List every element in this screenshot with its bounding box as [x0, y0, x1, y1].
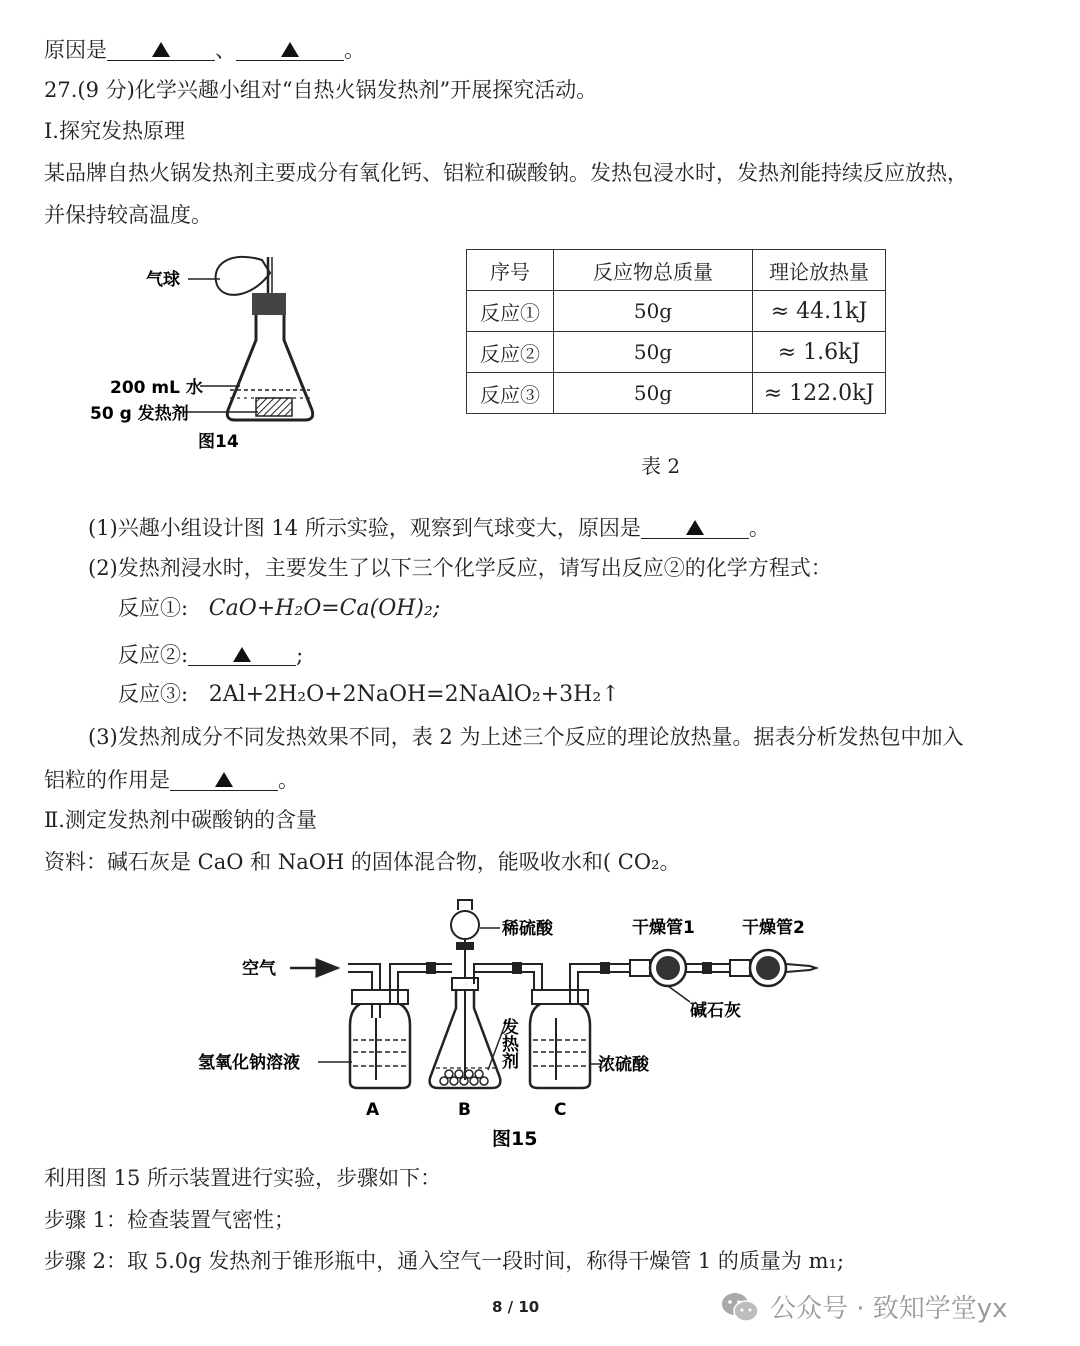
connector [426, 962, 436, 974]
reason-line [44, 38, 365, 61]
reaction-2 [118, 643, 303, 666]
period: 。 [278, 768, 299, 792]
header-cell: 序号 [467, 250, 554, 291]
label-b: B [458, 1100, 471, 1120]
naoh-solution-label: 氢氧化钠溶液 [198, 1053, 300, 1073]
bottle-c-cap [532, 990, 588, 1004]
balloon-shape [216, 257, 270, 295]
page-number: 8 / 10 [492, 1298, 540, 1316]
reaction-3 [118, 684, 620, 706]
table-cell: ≈ 44.1kJ [753, 291, 886, 332]
soda-lime-fill [756, 956, 780, 980]
agent-label: 50 g 发热剂 [90, 404, 189, 424]
table-cell: 反应① [467, 291, 554, 332]
table-cell: 50g [554, 332, 753, 373]
separator: 、 [215, 38, 236, 62]
question-1-text: (1)兴趣小组设计图 14 所示实验，观察到气球变大，原因是 [88, 516, 641, 540]
triangle-icon [281, 42, 299, 57]
table-cell: 50g [554, 291, 753, 332]
table-row [467, 291, 886, 332]
header-cell: 反应物总质量 [554, 250, 753, 291]
heating-agent-label: 发热剂 [498, 1018, 518, 1069]
reaction-2-label: 反应②: [118, 643, 189, 667]
triangle-icon [215, 772, 233, 787]
air-label: 空气 [242, 959, 276, 979]
connector [512, 962, 522, 974]
conc-acid-label: 浓硫酸 [598, 1055, 649, 1075]
triangle-icon [152, 42, 170, 57]
label-a: A [366, 1100, 380, 1120]
outlet [786, 964, 816, 972]
heating-agent-block [256, 398, 292, 416]
wechat-icon [720, 1291, 760, 1323]
table-header-row [467, 250, 886, 291]
part-2-heading: Ⅱ.测定发热剂中碳酸钠的含量 [44, 808, 317, 832]
procedure-intro: 利用图 15 所示装置进行实验，步骤如下： [44, 1166, 442, 1190]
answer-blank[interactable] [170, 768, 278, 791]
connector [702, 962, 712, 974]
header-cell: 理论放热量 [753, 250, 886, 291]
table-row [467, 332, 886, 373]
reaction-1 [118, 598, 440, 620]
question-2: (2)发热剂浸水时，主要发生了以下三个化学反应，请写出反应②的化学方程式： [88, 556, 832, 580]
figure-15-caption: 图15 [492, 1128, 538, 1150]
table-cell: 反应② [467, 332, 554, 373]
table-cell: 反应③ [467, 373, 554, 414]
wechat-watermark [720, 1288, 1008, 1325]
reaction-3-equation: 2Al+2H₂O+2NaOH=2NaAlO₂+3H₂↑ [208, 682, 620, 707]
bottle-a-cap [352, 990, 408, 1004]
triangle-icon [686, 520, 704, 535]
figure-14-caption: 图14 [198, 432, 239, 452]
table-cell: ≈ 122.0kJ [753, 373, 886, 414]
reaction-3-label: 反应③: [118, 682, 189, 706]
table-2-caption: 表 2 [641, 454, 681, 478]
drying-tube-2-label: 干燥管2 [742, 918, 805, 938]
semicolon: ; [296, 643, 304, 667]
separatory-funnel [451, 911, 479, 939]
figure-14 [80, 245, 340, 460]
stopper [252, 293, 286, 315]
watermark-text: 公众号 · 致知学堂yx [770, 1294, 1008, 1324]
triangle-icon [233, 647, 251, 662]
reason-prefix: 原因是 [44, 38, 107, 62]
table-row [467, 373, 886, 414]
table-2 [466, 249, 886, 414]
figure-15 [190, 890, 830, 1155]
question-1 [88, 516, 770, 539]
drying-tube-1-neck [630, 960, 650, 976]
step-2: 步骤 2：取 5.0g 发热剂于锥形瓶中，通入空气一段时间，称得干燥管 1 的质量为 m₁; [44, 1249, 845, 1273]
question-3-line-1: (3)发热剂成分不同发热效果不同，表 2 为上述三个反应的理论放热量。据表分析发热包中加入 [88, 725, 964, 749]
question-3-line-2 [44, 768, 299, 791]
intro-line-2: 并保持较高温度。 [44, 203, 212, 227]
soda-lime-label: 碱石灰 [690, 1001, 741, 1021]
table-cell: ≈ 1.6kJ [753, 332, 886, 373]
reaction-1-equation: CaO+H₂O=Ca(OH)₂; [208, 596, 441, 621]
soda-lime-fill [656, 956, 680, 980]
period: 。 [748, 516, 770, 540]
drying-tube-2-neck [730, 960, 750, 976]
step-1: 步骤 1：检查装置气密性； [44, 1208, 296, 1232]
drying-tube-1-label: 干燥管1 [632, 918, 695, 938]
water-label: 200 mL 水 [110, 378, 203, 398]
funnel-top [458, 900, 472, 910]
answer-blank[interactable] [107, 38, 215, 61]
answer-blank[interactable] [236, 38, 344, 61]
period: 。 [344, 38, 365, 62]
balloon-label: 气球 [146, 270, 180, 290]
label-c: C [554, 1100, 567, 1120]
part-1-heading: Ⅰ.探究发热原理 [44, 119, 185, 143]
leader-line [668, 986, 690, 1002]
answer-blank[interactable] [188, 643, 296, 666]
answer-blank[interactable] [641, 516, 749, 539]
bottle-c [530, 1004, 590, 1088]
connector [600, 962, 610, 974]
info-line: 资料：碱石灰是 CaO 和 NaOH 的固体混合物，能吸收水和( CO₂。 [44, 850, 681, 874]
reaction-1-label: 反应①: [118, 596, 189, 620]
intro-line-1: 某品牌自热火锅发热剂主要成分有氧化钙、铝粒和碳酸钠。发热包浸水时，发热剂能持续反应放热， [44, 161, 968, 185]
table-cell: 50g [554, 373, 753, 414]
question-3-text: 铝粒的作用是 [44, 768, 170, 792]
question-27-title: 27.(9 分)化学兴趣小组对“自热火锅发热剂”开展探究活动。 [44, 78, 598, 102]
dilute-acid-label: 稀硫酸 [502, 919, 553, 939]
